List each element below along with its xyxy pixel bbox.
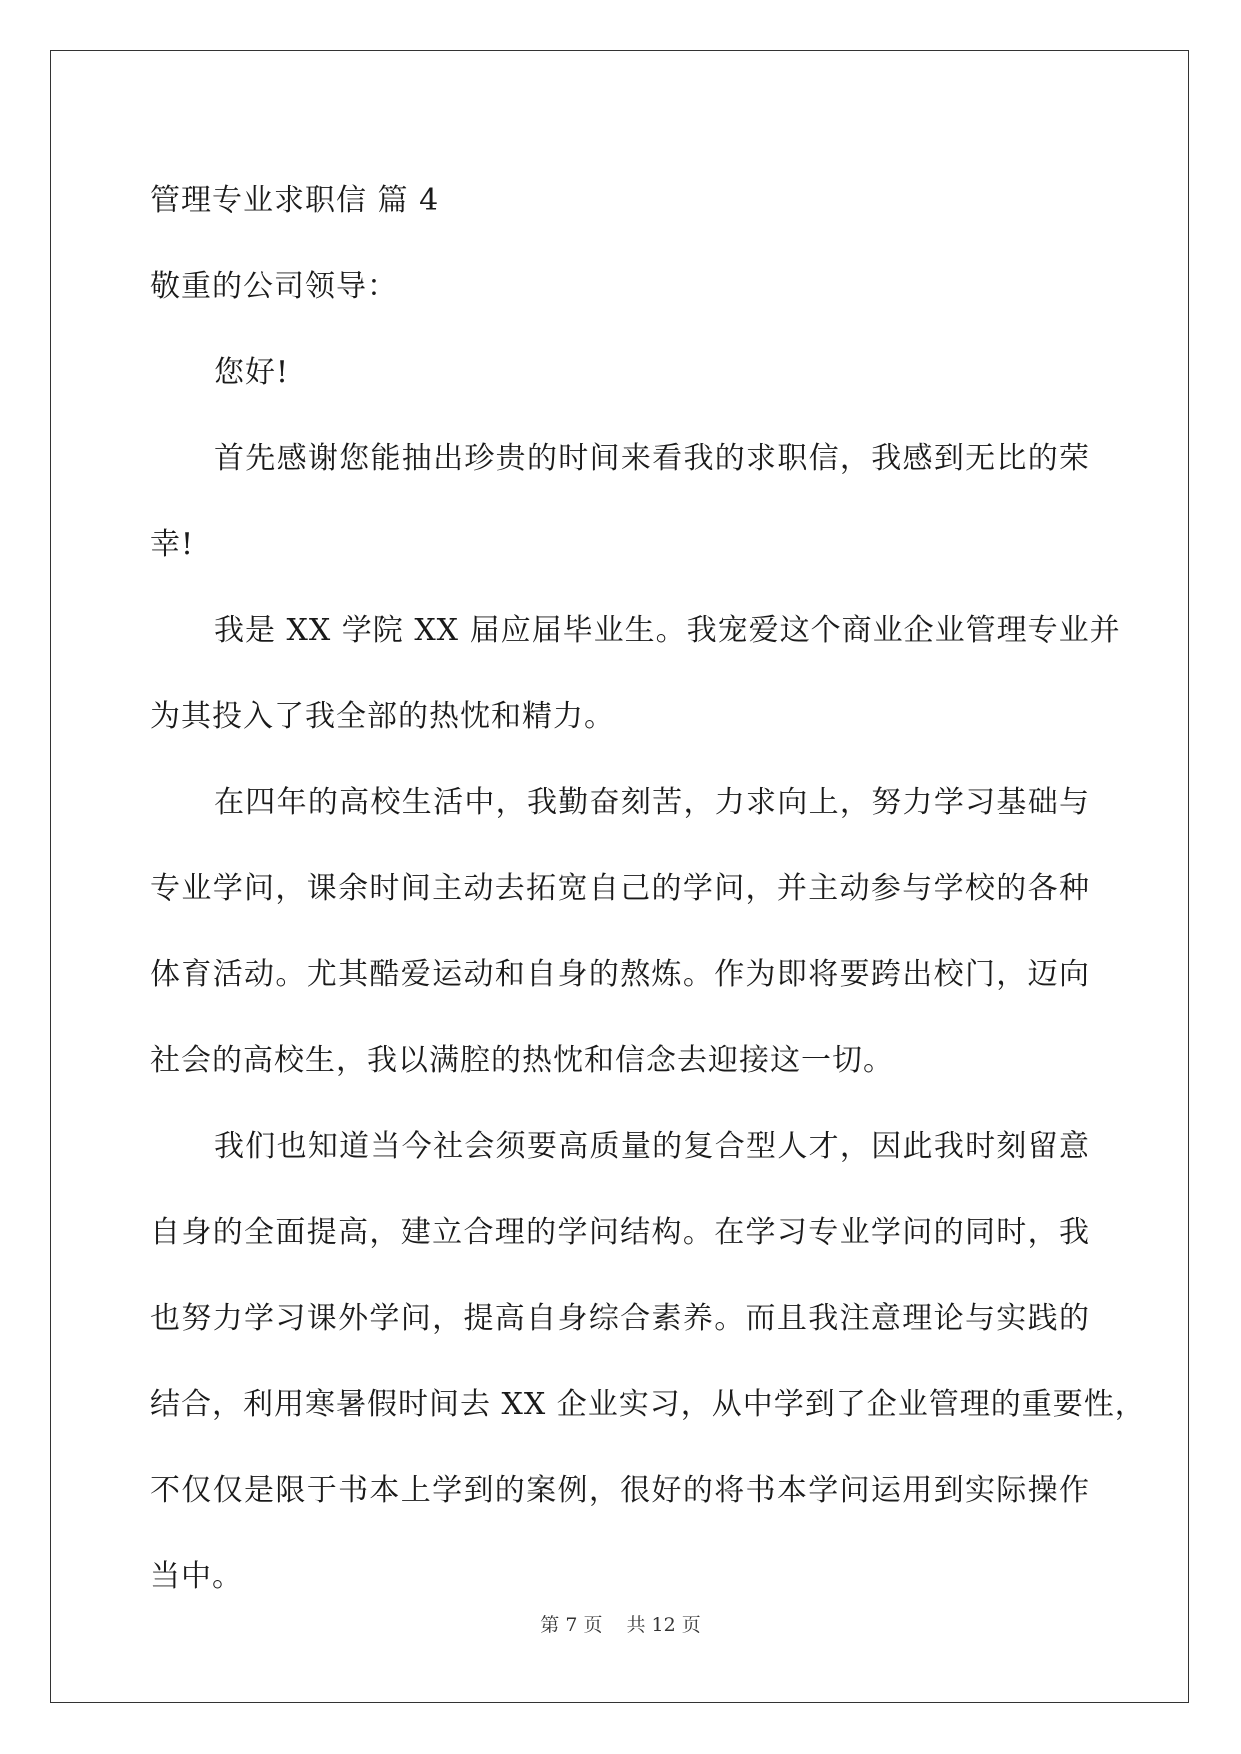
paragraph-line: 当中。 — [150, 1559, 243, 1594]
paragraph-line: 幸! — [150, 527, 195, 562]
paragraph-line: 结合，利用寒暑假时间去 XX 企业实习，从中学到了企业管理的重要性， — [150, 1387, 1146, 1422]
paragraph-line: 也努力学习课外学问，提高自身综合素养。而且我注意理论与实践的 — [150, 1301, 1090, 1336]
paragraph-line: 首先感谢您能抽出珍贵的时间来看我的求职信，我感到无比的荣 — [214, 441, 1090, 476]
paragraph-line: 在四年的高校生活中，我勤奋刻苦，力求向上，努力学习基础与 — [214, 785, 1090, 820]
paragraph-line: 体育活动。尤其酷爱运动和自身的熬炼。作为即将要跨出校门，迈向 — [150, 957, 1090, 992]
page-total: 共 12 页 — [626, 1614, 701, 1636]
letter-body — [150, 158, 1146, 1620]
salutation: 敬重的公司领导： — [150, 269, 398, 304]
letter-title: 管理专业求职信 篇 4 — [150, 183, 440, 218]
paragraph-line: 不仅仅是限于书本上学到的案例，很好的将书本学问运用到实际操作 — [150, 1473, 1090, 1508]
paragraph-line: 社会的高校生，我以满腔的热忱和信念去迎接这一切。 — [150, 1043, 894, 1078]
paragraph-line: 为其投入了我全部的热忱和精力。 — [150, 699, 615, 734]
page-number: 第 7 页 — [540, 1614, 603, 1636]
paragraph-line: 我们也知道当今社会须要高质量的复合型人才，因此我时刻留意 — [214, 1129, 1090, 1164]
paragraph-line: 自身的全面提高，建立合理的学问结构。在学习专业学问的同时，我 — [150, 1215, 1090, 1250]
page-footer — [0, 1610, 1241, 1637]
paragraph-line: 我是 XX 学院 XX 届应届毕业生。我宠爱这个商业企业管理专业并 — [214, 613, 1121, 648]
greeting: 您好! — [214, 355, 290, 390]
paragraph-line: 专业学问，课余时间主动去拓宽自己的学问，并主动参与学校的各种 — [150, 871, 1090, 906]
